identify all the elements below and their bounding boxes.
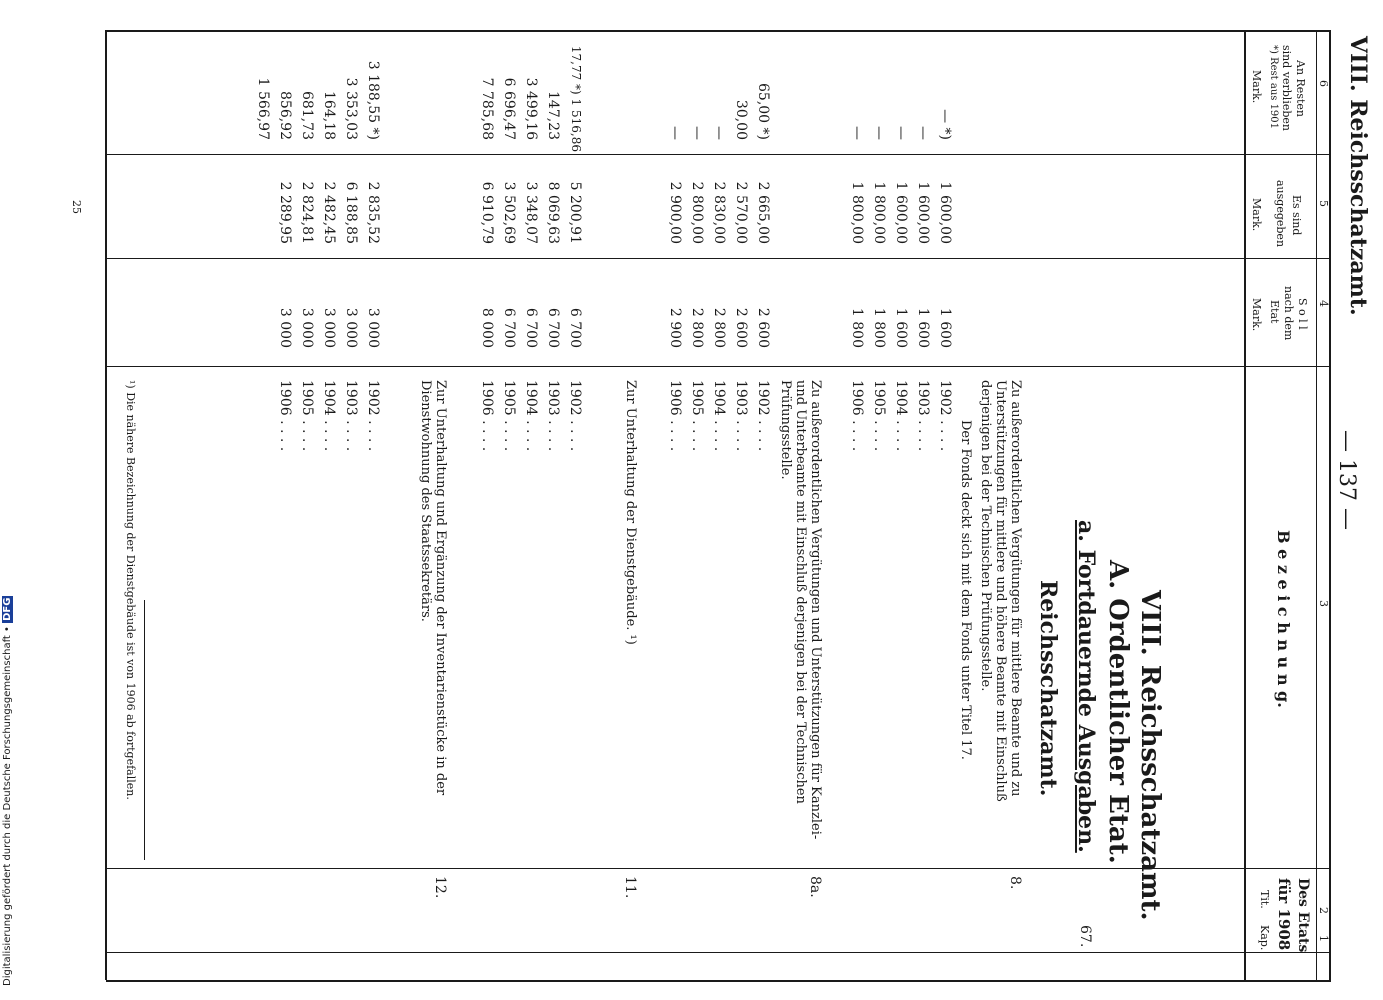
title-chapter: VIII. Reichsschatzamt.	[1135, 590, 1165, 921]
ausgegeben: 2 289,95	[277, 181, 293, 244]
year: 1905 . . . .	[871, 380, 887, 452]
rest: 164,18	[321, 91, 337, 140]
rest: 3 353,03	[343, 77, 359, 140]
header-ausg-2: ausgegeben	[1274, 180, 1287, 248]
dfg-logo: DFG	[2, 597, 13, 621]
year: 1904 . . . .	[893, 380, 909, 452]
soll: 1 600	[937, 307, 953, 348]
soll: 6 700	[501, 307, 517, 348]
header-tit: Tit.	[1258, 890, 1271, 909]
vrule-ausg-rest	[106, 154, 1331, 155]
ausgegeben: 6 188,85	[343, 181, 359, 244]
tit-8: 8.	[1007, 876, 1023, 890]
soll: 2 900	[667, 307, 683, 348]
vrule-right	[106, 30, 1331, 32]
year: 1906 . . . .	[479, 380, 495, 452]
digitization-credit	[0, 597, 22, 1000]
rest: —	[711, 126, 727, 140]
rule-bottom	[105, 30, 107, 980]
header-soll-unit: Mark.	[1250, 298, 1263, 332]
ausgegeben: 2 482,45	[321, 181, 337, 244]
kap-number: 67.	[1077, 925, 1093, 948]
rule-colnums	[1316, 30, 1317, 980]
year: 1902 . . . .	[755, 380, 771, 452]
ausgegeben: 6 910,79	[479, 181, 495, 244]
rest: —	[689, 126, 705, 140]
page-number: — 137 —	[1334, 430, 1359, 530]
title-amt: Reichsschatzamt.	[1035, 580, 1061, 797]
header-year: für 1908	[1275, 878, 1293, 951]
rule-header-bottom	[1244, 30, 1246, 980]
col-number-1: 1	[1317, 935, 1330, 942]
rest: 7 785,68	[479, 77, 495, 140]
soll: 2 800	[689, 307, 705, 348]
rest: — *)	[937, 109, 953, 140]
soll: 2 600	[755, 307, 771, 348]
year: 1902 . . . .	[937, 380, 953, 452]
ausgegeben: 2 900,00	[667, 181, 683, 244]
soll: 3 000	[299, 307, 315, 348]
soll: 6 700	[545, 307, 561, 348]
rest: —	[871, 126, 887, 140]
year: 1903 . . . .	[915, 380, 931, 452]
year: 1903 . . . .	[733, 380, 749, 452]
title-etat: A. Ordentlicher Etat.	[1103, 560, 1133, 864]
rest: 681,73	[299, 91, 315, 140]
year: 1902 . . . .	[567, 380, 583, 452]
vrule-left	[106, 980, 1331, 982]
header-bezeichnung: B e z e i c h n u n g.	[1274, 530, 1293, 708]
footnote: ¹) Die nähere Bezeichnung der Dienstgebäude ist von 1906 ab fortgefallen.	[124, 380, 137, 800]
running-head: VIII. Reichsschatzamt.	[1345, 36, 1371, 316]
vrule-soll-ausg	[106, 258, 1331, 259]
header-kap: Kap.	[1258, 925, 1271, 951]
soll: 6 700	[567, 307, 583, 348]
soll: 8 000	[479, 307, 495, 348]
digitization-credit-text: Digitalisierung gefördert durch die Deutsche Forschungsgemeinschaft •	[2, 626, 13, 986]
soll: 1 600	[915, 307, 931, 348]
soll: 1 800	[871, 307, 887, 348]
rest: —	[849, 126, 865, 140]
soll: 2 600	[733, 307, 749, 348]
soll: 1 600	[893, 307, 909, 348]
rest: 3 188,55 *)	[365, 60, 381, 140]
year: 1905 . . . .	[501, 380, 517, 452]
header-rest-1: An Resten	[1294, 60, 1307, 117]
ausgegeben: 2 835,52	[365, 181, 381, 244]
soll: 1 800	[849, 307, 865, 348]
rest-extra: 1 566,97	[255, 77, 271, 140]
title-ausgaben: a. Fortdauernde Ausgaben.	[1073, 520, 1099, 853]
year: 1903 . . . .	[545, 380, 561, 452]
header-rest-3: *) Rest aus 1901	[1268, 45, 1279, 130]
rest: 856,92	[277, 91, 293, 140]
footnote-rule	[144, 600, 145, 860]
ausgegeben: 1 600,00	[937, 181, 953, 244]
soll: 3 000	[365, 307, 381, 348]
rest: 17,77 *) 1 516,86	[569, 45, 583, 152]
header-ausg-unit: Mark.	[1250, 198, 1263, 232]
tit-8a: 8a.	[807, 876, 823, 898]
vrule-kap-tit	[106, 952, 1331, 953]
rest: 3 499,16	[523, 77, 539, 140]
rest: 30,00	[733, 99, 749, 140]
ausgegeben: 5 200,91	[567, 181, 583, 244]
col-number-2: 2	[1317, 907, 1330, 914]
col-number-4: 4	[1317, 300, 1330, 307]
header-soll-3: Etat	[1268, 300, 1281, 324]
header-rest-2: sind verblieben	[1280, 45, 1293, 131]
year: 1906 . . . .	[667, 380, 683, 452]
year: 1903 . . . .	[343, 380, 359, 452]
ausgegeben: 2 665,00	[755, 181, 771, 244]
soll: 3 000	[277, 307, 293, 348]
ausgegeben: 2 830,00	[711, 181, 727, 244]
desc-8a: Zu außerordentlichen Vergütungen und Unterstützungen für Kanzlei- und Unterbeamte mit Einschluß derjenigen bei der Technischen Prüfungsstelle.	[778, 380, 823, 840]
ausgegeben: 1 600,00	[893, 181, 909, 244]
soll: 6 700	[523, 307, 539, 348]
header-soll-1: S o l l	[1296, 298, 1309, 330]
header-rest-unit: Mark.	[1250, 70, 1263, 104]
year: 1904 . . . .	[711, 380, 727, 452]
desc-12: Zur Unterhaltung und Ergänzung der Inventarienstücke in der Dienstwohnung des Staatssekretärs.	[418, 380, 448, 796]
ausgegeben: 8 069,63	[545, 181, 561, 244]
rest: —	[667, 126, 683, 140]
vrule-desc-soll	[106, 366, 1331, 367]
year: 1904 . . . .	[523, 380, 539, 452]
ausgegeben: 2 570,00	[733, 181, 749, 244]
tit-11: 11.	[622, 876, 638, 899]
col-number-3: 3	[1317, 600, 1330, 607]
rest: 147,23	[545, 91, 561, 140]
rule-top	[1329, 30, 1331, 980]
note-8: Der Fonds deckt sich mit dem Fonds unter Titel 17.	[958, 420, 973, 760]
year: 1906 . . . .	[849, 380, 865, 452]
soll: 3 000	[343, 307, 359, 348]
rest: —	[915, 126, 931, 140]
ausgegeben: 1 800,00	[849, 181, 865, 244]
ausgegeben: 1 600,00	[915, 181, 931, 244]
header-etats: Des Etats	[1295, 878, 1311, 953]
header-soll-2: nach dem	[1282, 286, 1295, 341]
rest: 65,00 *)	[755, 83, 771, 140]
ausgegeben: 1 800,00	[871, 181, 887, 244]
ausgegeben: 3 502,69	[501, 181, 517, 244]
desc-8: Zu außerordentlichen Vergütungen für mittlere Beamte und zu Unterstützungen für mittlere und höhere Beamte mit Einschluß derjenigen bei der Technischen Prüfungsstelle.	[978, 380, 1023, 802]
col-number-5: 5	[1317, 200, 1330, 207]
year: 1905 . . . .	[299, 380, 315, 452]
rest: —	[893, 126, 909, 140]
soll: 2 800	[711, 307, 727, 348]
soll: 3 000	[321, 307, 337, 348]
year: 1902 . . . .	[365, 380, 381, 452]
year: 1905 . . . .	[689, 380, 705, 452]
ausgegeben: 3 348,07	[523, 181, 539, 244]
year: 1904 . . . .	[321, 380, 337, 452]
desc-11: Zur Unterhaltung der Dienstgebäude. ¹)	[623, 380, 638, 645]
col-number-6: 6	[1317, 80, 1330, 87]
tit-12: 12.	[432, 876, 448, 899]
header-ausg-1: Es sind	[1290, 195, 1303, 236]
year: 1906 . . . .	[277, 380, 293, 452]
ausgegeben: 2 824,81	[299, 181, 315, 244]
signature-mark: 25	[70, 200, 83, 214]
ausgegeben: 2 800,00	[689, 181, 705, 244]
rest: 6 696,47	[501, 77, 517, 140]
